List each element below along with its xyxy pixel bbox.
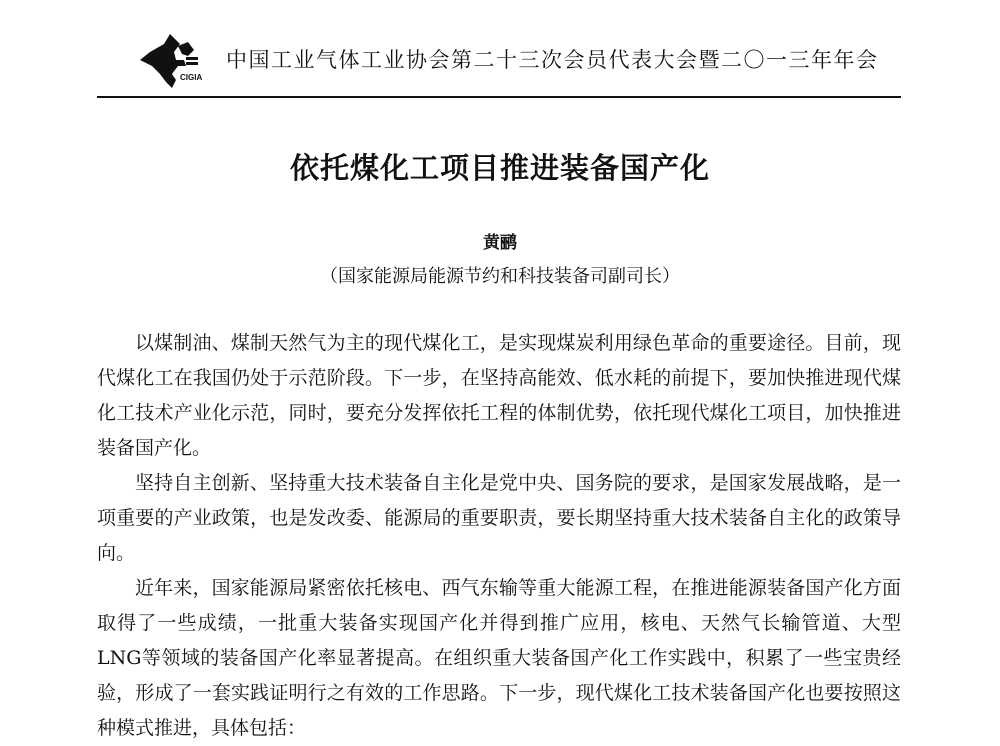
body-paragraph: 近年来，国家能源局紧密依托核电、西气东输等重大能源工程，在推进能源装备国产化方面取得了一些成绩，一批重大装备实现国产化并得到推广应用，核电、天然气长输管道、大型LNG等领域的装备国产化率显著提高。在组织重大装备国产化工作实践中，积累了一些宝贵经验，形成了一套实践证明行之有效的工作思路。下一步，现代煤化工技术装备国产化也要按照这种模式推进，具体包括： xyxy=(97,577,901,739)
body-paragraph: 以煤制油、煤制天然气为主的现代煤化工，是实现煤炭利用绿色革命的重要途径。目前，现代煤化工在我国仍处于示范阶段。下一步，在坚持高能效、低水耗的前提下，要加快推进现代煤化工技术产业化示范，同时，要充分发挥依托工程的体制优势，依托现代煤化工项目，加快推进装备国产化。 xyxy=(97,332,901,459)
article-title: 依托煤化工项目推进装备国产化 xyxy=(289,151,710,185)
author-name: 黄鹂 xyxy=(483,233,517,253)
body-paragraph: 坚持自主创新、坚持重大技术装备自主化是党中央、国务院的要求，是国家发展战略，是一项重要的产业政策，也是发改委、能源局的重要职责，要长期坚持重大技术装备自主化的政策导向。 xyxy=(97,472,901,564)
conference-header-title: 中国工业气体工业协会第二十三次会员代表大会暨二〇一三年年会 xyxy=(226,48,879,72)
header-divider xyxy=(97,96,901,98)
cigia-logo xyxy=(136,30,208,92)
author-affiliation: （国家能源局能源节约和科技装备司副司长） xyxy=(320,266,680,287)
logo-text: CIGIA xyxy=(180,73,203,82)
cigia-logo-mark xyxy=(136,30,208,92)
article-body xyxy=(97,326,901,746)
